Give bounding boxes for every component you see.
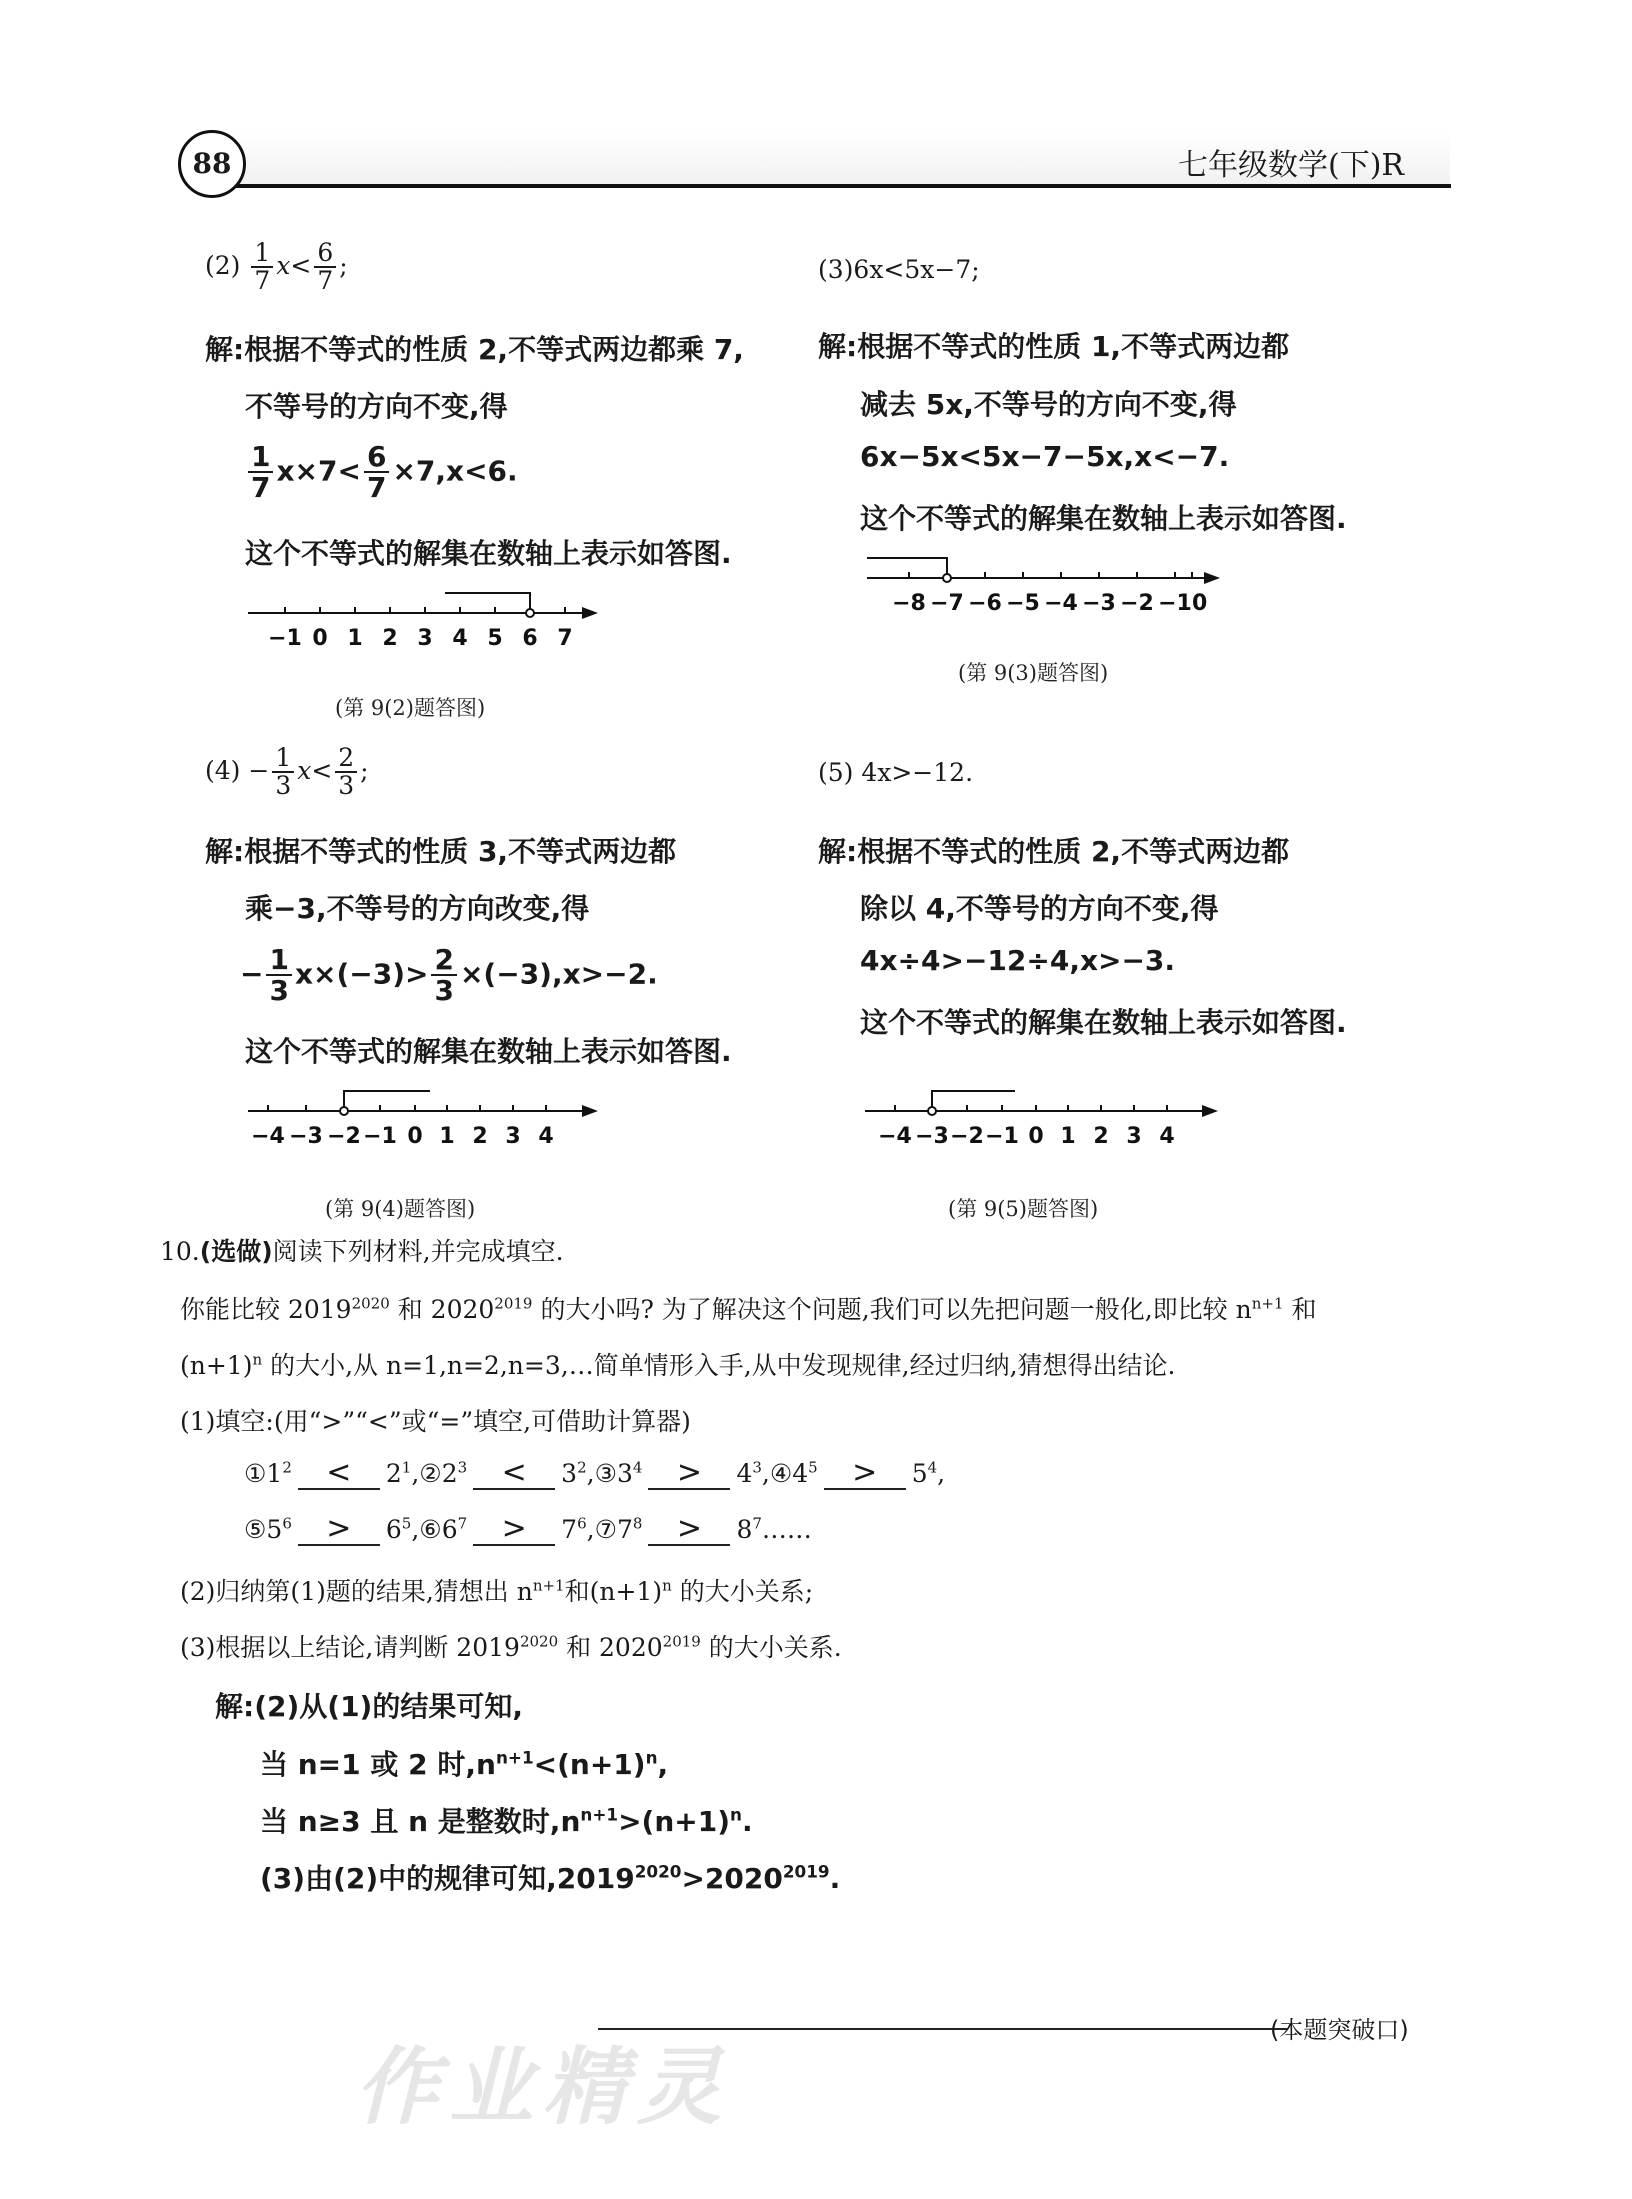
solution-line: − $\frac{1}{3}$ x×(−3)> $\frac{2}{3}$ ×(−3),x>−2.	[240, 943, 658, 1008]
axis-arrow	[582, 1105, 598, 1117]
answer-blank[interactable]: <	[473, 1458, 555, 1490]
problem-4-question: (4) − $\frac{1}{3}$ x< $\frac{2}{3}$ ;	[205, 743, 369, 801]
tick-label: 2	[1093, 1124, 1109, 1149]
number-line	[862, 550, 1232, 625]
material-line: $(n+1)^n$ 的大小,从 n=1,n=2,n=3,…简单情形入手,从中发现规律,经过归纳,猜想得出结论.	[180, 1350, 1176, 1380]
solution-line: $\frac{1}{7}$ x×7< $\frac{6}{7}$ ×7,x<6.	[245, 442, 518, 503]
solution-line: 6x−5x<5x−7−5x,x<−7.	[860, 440, 1230, 473]
solution-line: 这个不等式的解集在数轴上表示如答图.	[860, 1006, 1347, 1039]
part-1-prompt: (1)填空:(用“>”“<”或“=”填空,可借助计算器)	[180, 1407, 691, 1436]
tick-label: 6	[522, 626, 538, 651]
fill-row-2	[244, 1511, 812, 1546]
problem-5-question: (5) 4x>−12.	[818, 758, 974, 787]
tick-label: 1	[1060, 1124, 1076, 1149]
tick-label: 4	[1159, 1124, 1175, 1149]
fraction: $\frac{2}{3}$	[431, 945, 456, 1006]
fill-item: $⑥6^7 > 7^6$,	[419, 1511, 595, 1546]
solution-bracket	[445, 593, 530, 613]
answer-blank[interactable]: >	[648, 1458, 730, 1490]
tick-label: −3	[1082, 591, 1116, 616]
tick-label: 0	[407, 1124, 423, 1149]
solution-line: 解:根据不等式的性质 1,不等式两边都	[818, 330, 1290, 363]
watermark: 作业精灵	[355, 2038, 732, 2136]
solution-line: 解:根据不等式的性质 2,不等式两边都	[818, 835, 1290, 868]
part-2-prompt: (2)归纳第(1)题的结果,猜想出 $n^{n+1}$和$(n+1)^n$ 的大小关系;	[180, 1576, 814, 1606]
tick-label: −2	[327, 1124, 361, 1149]
fraction: $\frac{2}{3}$	[335, 745, 357, 800]
tick-label: 4	[452, 626, 468, 651]
tick-label: −1	[1158, 591, 1192, 616]
tick-label: 2	[382, 626, 398, 651]
tick-label: 7	[557, 626, 573, 651]
tick-label: 1	[439, 1124, 455, 1149]
fill-item: $⑤5^6 > 6^5$,	[244, 1511, 420, 1546]
fraction: $\frac{1}{3}$	[266, 945, 291, 1006]
tick-label: −2	[1120, 591, 1154, 616]
solution-line: 除以 4,不等号的方向不变,得	[860, 892, 1219, 925]
open-endpoint	[526, 609, 534, 617]
open-endpoint	[340, 1107, 348, 1115]
part-3-prompt: (3)根据以上结论,请判断 $2019^{2020}$ 和 $2020^{2019}$ 的大小关系.	[180, 1632, 842, 1662]
tick-label: −7	[930, 591, 964, 616]
solution-bracket	[867, 558, 947, 578]
fraction: $\frac{1}{7}$	[248, 442, 273, 503]
solution-line: 这个不等式的解集在数轴上表示如答图.	[860, 502, 1347, 535]
tick-label: −1	[363, 1124, 397, 1149]
figure-caption: (第 9(4)题答图)	[325, 1197, 476, 1221]
answer-blank[interactable]: >	[473, 1514, 555, 1546]
solution-line: 解:根据不等式的性质 2,不等式两边都乘 7,	[205, 333, 744, 366]
solution-line: 这个不等式的解集在数轴上表示如答图.	[245, 537, 732, 570]
fill-item: $⑦7^8$ > $8^7\dots\dots$	[594, 1511, 812, 1546]
figure-caption: (第 9(5)题答图)	[948, 1197, 1099, 1221]
fill-item: $①1^2 < 2^1$,	[244, 1455, 420, 1490]
figure-caption: (第 9(3)题答图)	[958, 661, 1109, 685]
axis-arrow	[1202, 1105, 1218, 1117]
tick-label: 0	[1192, 591, 1208, 616]
solution-line: 4x÷4>−12÷4,x>−3.	[860, 944, 1176, 977]
fill-item: $②2^3 < 3^2$,	[419, 1455, 595, 1490]
fraction: $\frac{1}{7}$	[251, 240, 273, 295]
tick-label: −3	[289, 1124, 323, 1149]
solution-line: 当 n≥3 且 n 是整数时$,n^{n+1}>(n+1)^n$.	[260, 1804, 753, 1838]
tick-label: 1	[347, 626, 363, 651]
tick-label: −1	[268, 626, 302, 651]
question-number: 10.	[160, 1237, 200, 1266]
solution-line: 减去 5x,不等号的方向不变,得	[860, 388, 1237, 421]
tick-label: 0	[1028, 1124, 1044, 1149]
tick-label: 2	[472, 1124, 488, 1149]
solution-line: 乘−3,不等号的方向改变,得	[245, 892, 590, 925]
solution-line: 解:(2)从(1)的结果可知,	[215, 1690, 523, 1723]
answer-blank[interactable]: >	[648, 1514, 730, 1546]
tick-label: 3	[1126, 1124, 1142, 1149]
solution-line: 不等号的方向不变,得	[245, 390, 508, 423]
answer-blank[interactable]: >	[824, 1458, 906, 1490]
number-line	[240, 585, 610, 660]
tick-label: 0	[312, 626, 328, 651]
solution-line: 这个不等式的解集在数轴上表示如答图.	[245, 1035, 732, 1068]
axis-arrow	[1204, 572, 1220, 584]
tick-label: −2	[950, 1124, 984, 1149]
fraction: $\frac{1}{3}$	[272, 745, 294, 800]
fill-item: $③3^4 > 4^3$,	[594, 1455, 770, 1490]
axis-arrow	[582, 607, 598, 619]
fill-item: $④4^5 > 5^4$,	[769, 1455, 946, 1490]
solution-line: 当 n=1 或 2 时$,n^{n+1}<(n+1)^n$,	[260, 1747, 669, 1781]
tick-label: 5	[487, 626, 503, 651]
tick-label: −1	[985, 1124, 1019, 1149]
tick-label: 3	[505, 1124, 521, 1149]
solution-bracket	[344, 1091, 430, 1111]
tick-label: 3	[417, 626, 433, 651]
solution-line: 解:根据不等式的性质 3,不等式两边都	[205, 835, 677, 868]
fill-row-1	[244, 1455, 946, 1490]
figure-caption: (第 9(2)题答图)	[335, 696, 486, 720]
optional-tag: (选做)	[199, 1237, 273, 1266]
tick-label: −4	[878, 1124, 912, 1149]
problem-3-question: (3)6x<5x−7;	[818, 255, 980, 284]
problem-2-question: (2) $\frac{1}{7}$ x< $\frac{6}{7}$ ;	[205, 238, 348, 296]
page-number-badge	[178, 130, 246, 198]
fraction: $\frac{6}{7}$	[364, 442, 389, 503]
tick-label: −8	[892, 591, 926, 616]
footer-label: (本题突破口)	[1270, 2016, 1409, 2044]
page-number: 88	[192, 147, 232, 180]
tick-label: 4	[538, 1124, 554, 1149]
answer-blank[interactable]: <	[298, 1458, 380, 1490]
question-10-title: 10.(选做)阅读下列材料,并完成填空.	[160, 1237, 564, 1266]
material-line: 你能比较 $2019^{2020}$ 和 $2020^{2019}$ 的大小吗? 为了解决这个问题,我们可以先把问题一般化,即比较 $n^{n+1}$ 和	[180, 1294, 1317, 1324]
tick-label: −6	[968, 591, 1002, 616]
solution-line: (3)由(2)中的规律可知$,2019^{2020}>2020^{2019}$.	[260, 1861, 841, 1895]
tick-label: −3	[915, 1124, 949, 1149]
header-rule	[235, 184, 1451, 188]
book-title: 七年级数学(下)R	[1178, 148, 1404, 183]
open-endpoint	[943, 574, 951, 582]
tick-label: −4	[251, 1124, 285, 1149]
number-line	[860, 1083, 1230, 1158]
open-endpoint	[928, 1107, 936, 1115]
number-line	[240, 1083, 610, 1158]
fraction: $\frac{6}{7}$	[314, 240, 336, 295]
tick-label: −4	[1044, 591, 1078, 616]
answer-blank[interactable]: >	[298, 1514, 380, 1546]
tick-label: −5	[1006, 591, 1040, 616]
